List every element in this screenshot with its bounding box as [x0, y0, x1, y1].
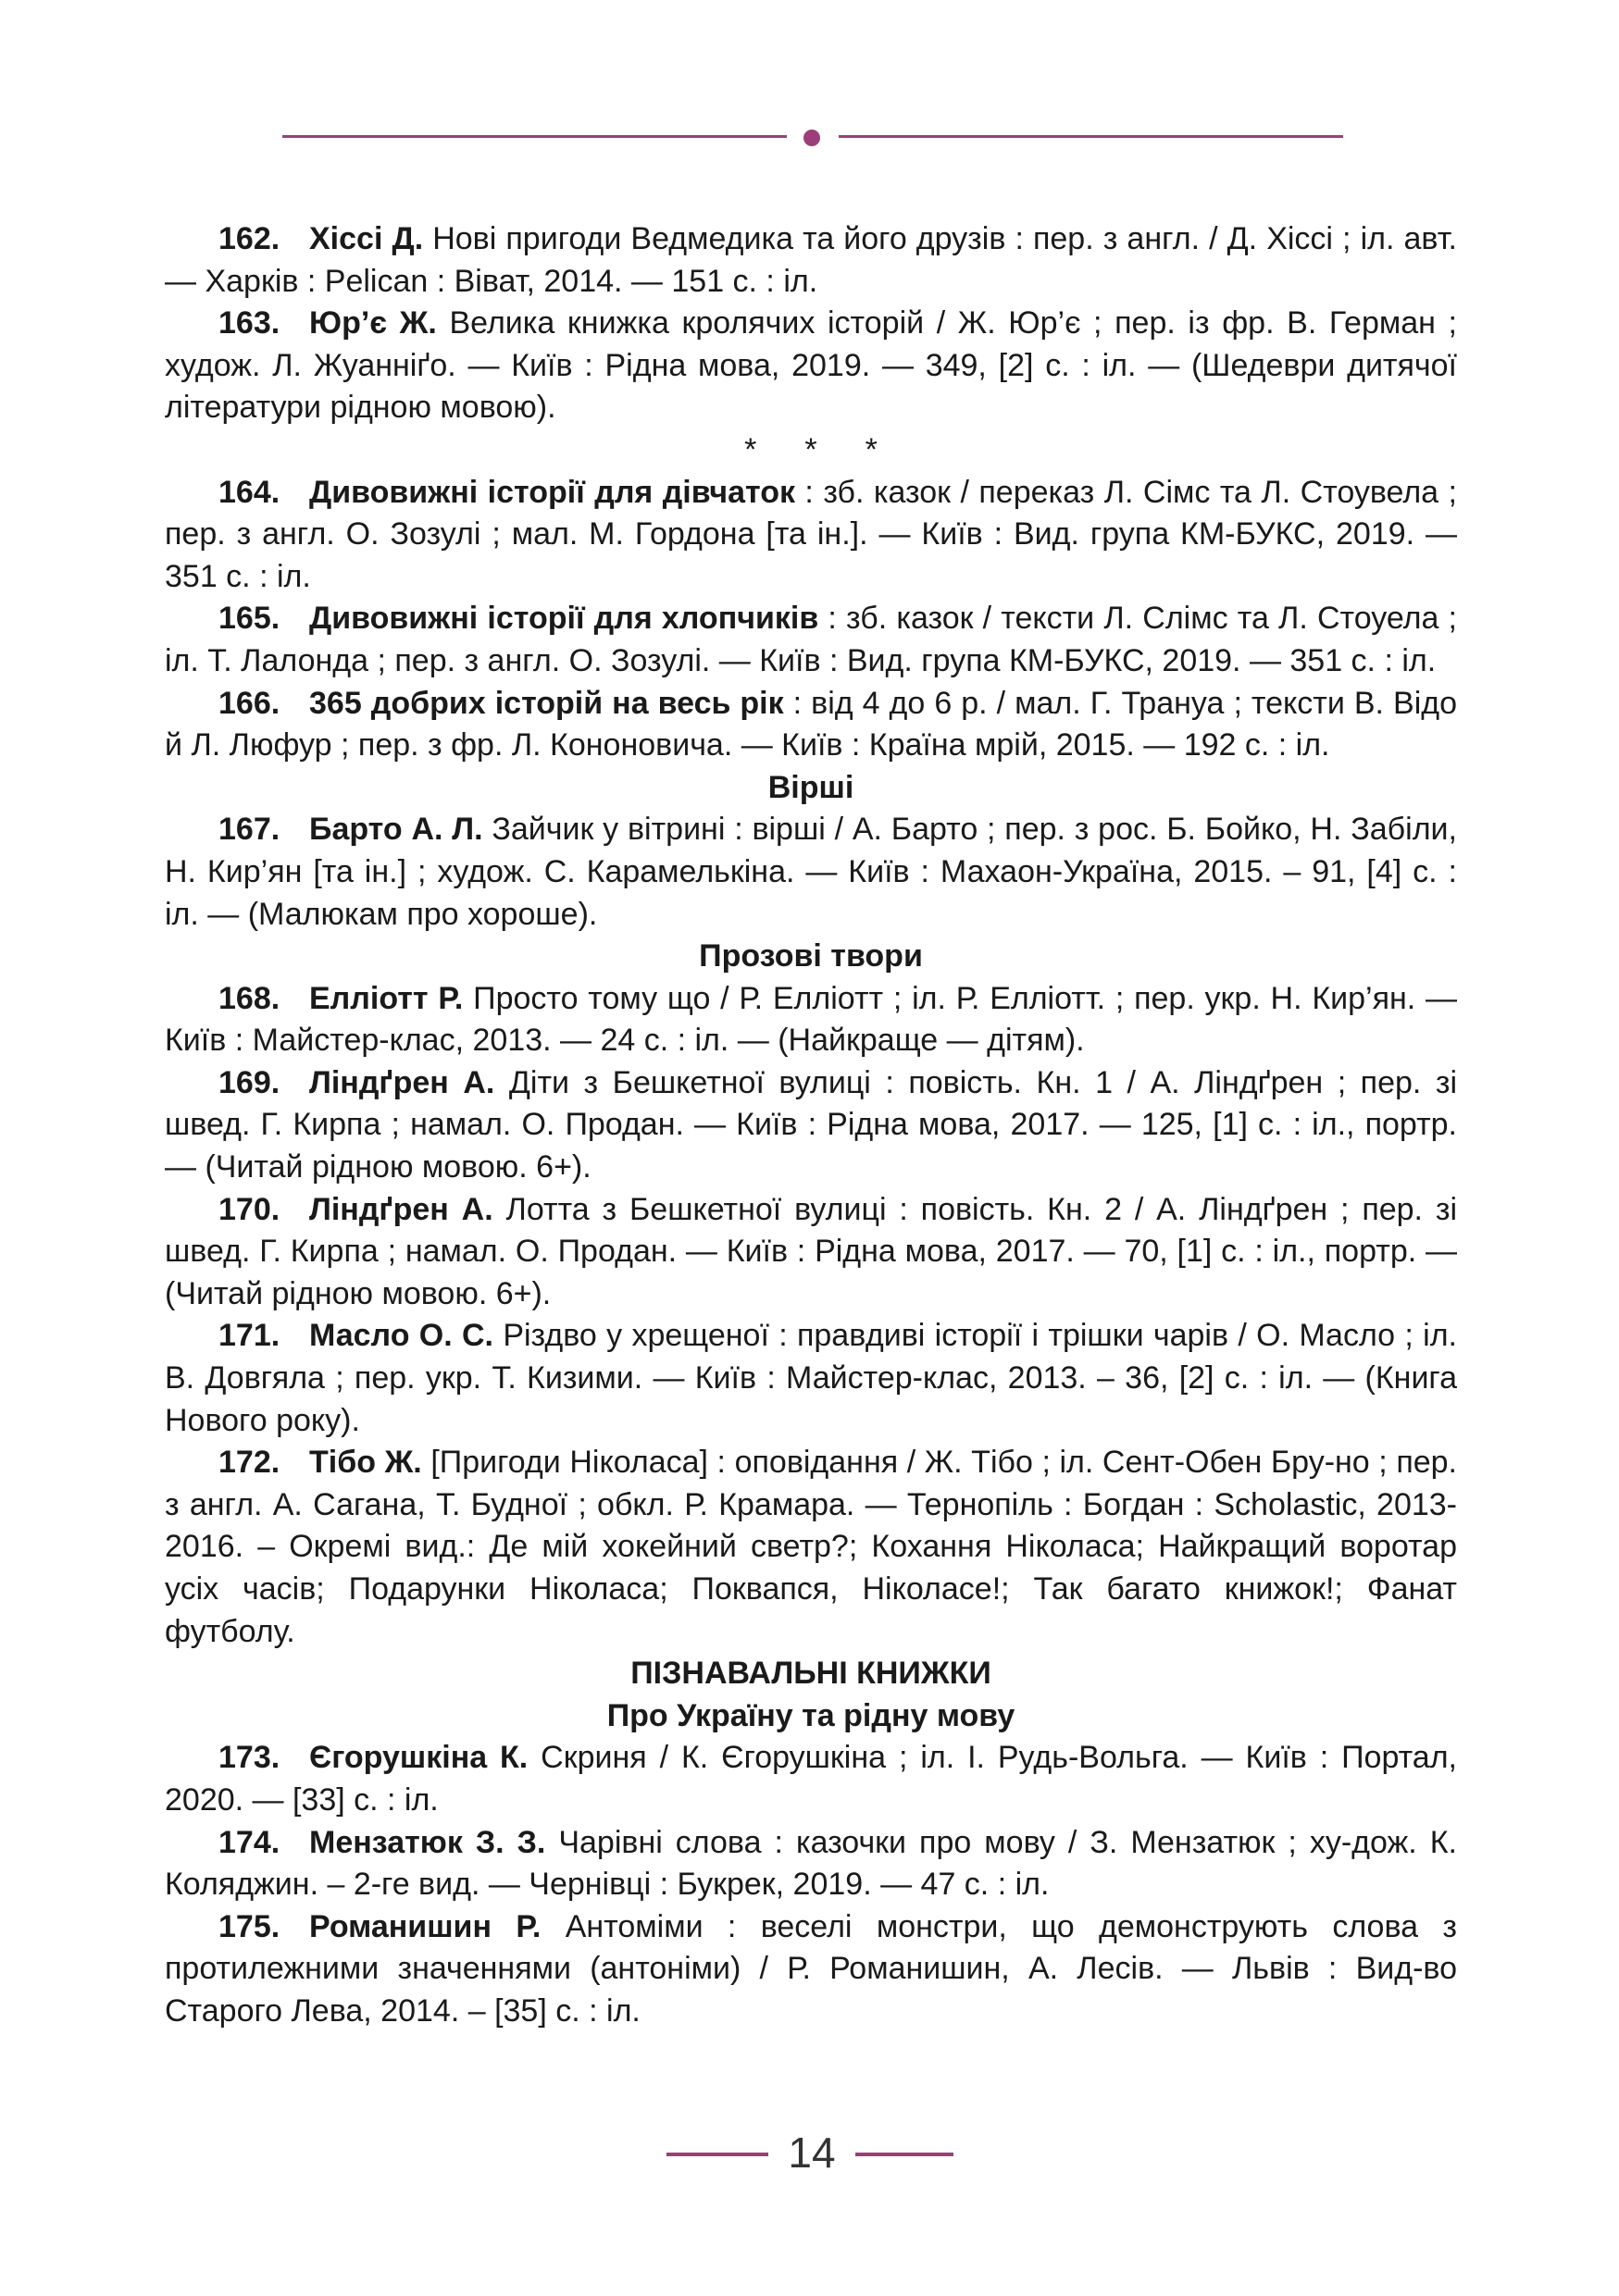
- entry-author: Романишин Р.: [309, 1908, 542, 1944]
- entry-author: Єгорушкіна К.: [309, 1740, 529, 1776]
- footer-rule-right: [855, 2153, 953, 2156]
- bibliography-entry: [165, 978, 1457, 1062]
- bibliography-entry: [165, 472, 1457, 599]
- entry-author: Барто А. Л.: [309, 812, 483, 848]
- bibliography-entry: [165, 1062, 1457, 1189]
- entry-author: Масло О. С.: [309, 1318, 493, 1354]
- entry-number: 173.: [218, 1740, 280, 1776]
- bibliography-entry: [165, 1906, 1457, 2033]
- entry-number: 171.: [218, 1318, 280, 1354]
- separator-star: *: [865, 431, 878, 467]
- page-number: 14: [788, 2128, 836, 2177]
- bibliography-entry: [165, 1737, 1457, 1821]
- entry-number: 175.: [218, 1908, 280, 1944]
- entry-description: Просто тому що / Р. Елліотт ; іл. Р. Елліотт. ; пер. укр. Н. Кир’ян. — Київ : Майстер-клас, 2013. — 24 с. : іл. — (Найкраще — дітям).: [165, 980, 1457, 1059]
- entry-author: Юр’є Ж.: [309, 305, 437, 341]
- entry-description: : від 4 до 6 р. / мал. Г. Трануа ; тексти В. Відо й Л. Люфур ; пер. з фр. Л. Кононовича. — Київ : Країна мрій, 2015. — 192 с. : іл.: [165, 685, 1458, 763]
- entry-number: 163.: [218, 305, 280, 341]
- header-dot: [803, 130, 820, 146]
- entry-author: Тібо Ж.: [309, 1445, 422, 1481]
- entry-author: Дивовижні історії для дівчаток: [309, 474, 795, 510]
- entry-number: 169.: [218, 1064, 280, 1100]
- bibliography-entry: [165, 598, 1457, 682]
- entry-description: Чарівні слова : казочки про мову / З. Мензатюк ; ху-дож. К. Коляджин. – 2-ге вид. — Чернівці : Букрек, 2019. — 47 с. : іл.: [165, 1824, 1457, 1903]
- entry-description: Лотта з Бешкетної вулиці : повість. Кн. 2 / А. Ліндґрен ; пер. зі швед. Г. Кирпа ; намал. О. Продан. — Київ : Рідна мова, 2017. — 70, [1] с. : іл., портр. — (Читай рідною мовою. 6+).: [165, 1191, 1457, 1311]
- entry-description: Велика книжка кролячих історій / Ж. Юр’є ; пер. із фр. В. Герман ; худож. Л. Жуанніґо. — Київ : Рідна мова, 2019. — 349, [2] с. : іл. — (Шедеври дитячої літератури рідною мовою).: [165, 305, 1457, 426]
- entry-description: Скриня / К. Єгорушкіна ; іл. І. Рудь-Вольга. — Київ : Портал, 2020. — [33] с. : іл.: [165, 1740, 1458, 1818]
- entry-description: [Пригоди Ніколаса] : оповідання / Ж. Тібо ; іл. Сент-Обен Бру-но ; пер. з англ. А. Сагана, Т. Будної ; обкл. Р. Крамара. — Тернопіль : Богдан : Scholastic, 2013-2016. – Окремі вид.: Де мій хокейний светр?; Кохання Ніколаса; Найкращий воротар усіх часів; Подарунки Ніколаса; Поквапся, Ніколасе!; Так багато книжок!; Фанат футболу.: [165, 1445, 1457, 1649]
- entry-author: 365 добрих історій на весь рік: [309, 685, 784, 721]
- entry-number: 170.: [218, 1191, 280, 1227]
- entry-author: Елліотт Р.: [309, 980, 464, 1016]
- entries-group-e: [165, 1737, 1457, 2032]
- header-ornament: [282, 130, 1343, 143]
- entry-author: Хіссі Д.: [309, 221, 424, 256]
- entry-description: Антоміми : веселі монстри, що демонструють слова з протилежними значеннями (антоніми) / Р. Романишин, А. Лесів. — Львів : Вид-во Старого Лева, 2014. – [35] с. : іл.: [165, 1908, 1457, 2029]
- subheading-verse: Вірші: [767, 769, 854, 805]
- bibliography-entry: [165, 683, 1457, 767]
- page-footer: [666, 2125, 953, 2180]
- bibliography-list: [165, 218, 1457, 2033]
- entries-group-c: [165, 809, 1457, 936]
- entry-number: 164.: [218, 474, 280, 510]
- entry-number: 165.: [218, 601, 280, 637]
- section-separator: [165, 429, 1457, 472]
- entry-description: : зб. казок / тексти Л. Слімс та Л. Стоуела ; іл. Т. Лалонда ; пер. з англ. О. Зозулі. — Київ : Вид. група КМ-БУКС, 2019. — 351 с. : іл.: [165, 601, 1457, 678]
- entry-author: Мензатюк З. З.: [309, 1824, 546, 1860]
- entry-description: Зайчик у вітрині : вірші / А. Барто ; пер. з рос. Б. Бойко, Н. Забіли, Н. Кир’ян [та ін.] ; худож. С. Карамелькіна. — Київ : Махаон-Україна, 2015. – 91, [4] с. : іл. — (Малюкам про хороше).: [165, 812, 1457, 932]
- entries-group-b: [165, 472, 1457, 767]
- entry-description: : зб. казок / переказ Л. Сімс та Л. Стоувела ; пер. з англ. О. Зозулі ; мал. М. Гордона [та ін.]. — Київ : Вид. група КМ-БУКС, 2019. — 351 с. : іл.: [165, 474, 1457, 594]
- footer-rule-left: [666, 2153, 768, 2156]
- bibliography-entry: [165, 809, 1457, 936]
- bibliography-entry: [165, 1189, 1457, 1316]
- header-rule-left: [282, 135, 787, 138]
- entries-group-a: [165, 218, 1457, 429]
- entry-author: Ліндґрен А.: [309, 1191, 493, 1227]
- entry-description: Нові пригоди Ведмедика та його друзів : пер. з англ. / Д. Хіссі ; іл. авт. — Харків : Pelican : Віват, 2014. — 151 с. : іл.: [165, 221, 1457, 299]
- entry-author: Дивовижні історії для хлопчиків: [309, 601, 819, 637]
- bibliography-entry: [165, 1822, 1457, 1906]
- entry-number: 166.: [218, 685, 280, 721]
- entry-number: 172.: [218, 1445, 280, 1481]
- bibliography-entry: [165, 303, 1457, 429]
- entry-number: 162.: [218, 221, 280, 256]
- subheading-ukraine: Про Україну та рідну мову: [606, 1697, 1015, 1733]
- entry-number: 168.: [218, 980, 280, 1016]
- entry-number: 167.: [218, 812, 280, 848]
- entry-number: 174.: [218, 1824, 280, 1860]
- section-heading: ПІЗНАВАЛЬНІ КНИЖКИ: [630, 1656, 991, 1692]
- bibliography-entry: [165, 1442, 1457, 1653]
- subheading-prose: Прозові твори: [699, 938, 923, 974]
- entry-author: Ліндґрен А.: [309, 1064, 495, 1100]
- separator-star: *: [804, 431, 817, 467]
- entries-group-d: [165, 978, 1457, 1654]
- bibliography-entry: [165, 218, 1457, 303]
- entry-description: Діти з Бешкетної вулиці : повість. Кн. 1 / А. Ліндґрен ; пер. зі швед. Г. Кирпа ; намал. О. Продан. — Київ : Рідна мова, 2017. — 125, [1] с. : іл., портр. — (Читай рідною мовою. 6+).: [165, 1064, 1457, 1185]
- entry-description: Різдво у хрещеної : правдиві історії і трішки чарів / О. Масло ; іл. В. Довгяла ; пер. укр. Т. Кизими. — Київ : Майстер-клас, 2013. – 36, [2] с. : іл. — (Книга Нового року).: [165, 1318, 1457, 1438]
- separator-star: *: [744, 431, 757, 467]
- header-rule-right: [839, 135, 1343, 138]
- bibliography-entry: [165, 1315, 1457, 1442]
